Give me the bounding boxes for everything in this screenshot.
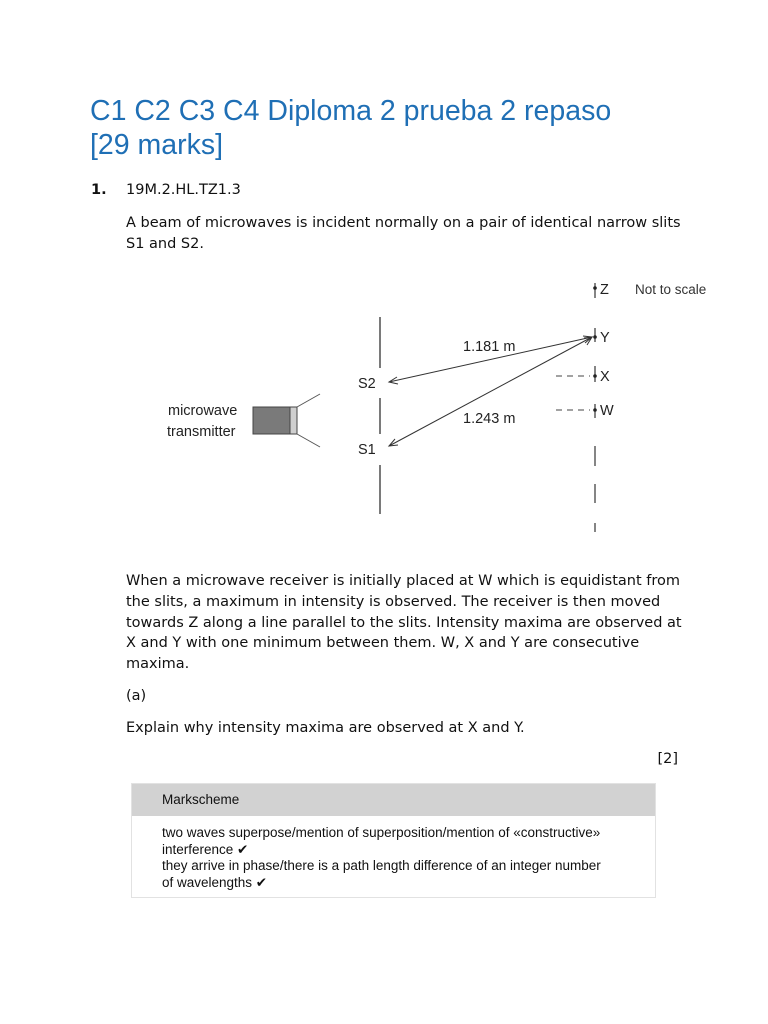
transmitter-horn bbox=[290, 407, 297, 434]
transmitter-body bbox=[253, 407, 292, 434]
point-z-label: Z bbox=[600, 282, 609, 298]
question-intro: A beam of microwaves is incident normally on a pair of identical narrow slits S1 and S2. bbox=[126, 215, 681, 252]
transmitter-label-1: microwave bbox=[168, 403, 238, 419]
marks-indicator: [2] bbox=[657, 751, 678, 767]
part-label: (a) bbox=[126, 688, 147, 704]
point-x-label: X bbox=[600, 369, 610, 385]
slit-diagram bbox=[0, 270, 768, 570]
point-w-marker bbox=[593, 408, 597, 412]
distance-s1-label: 1.243 m bbox=[463, 411, 516, 427]
arrowhead-s1 bbox=[389, 439, 398, 446]
markscheme-heading: Markscheme bbox=[132, 784, 655, 816]
markscheme-line-4: of wavelengths ✔ bbox=[162, 874, 268, 890]
transmitter-label-2: transmitter bbox=[167, 424, 236, 440]
slit-s2-label: S2 bbox=[358, 376, 376, 392]
distance-s2-label: 1.181 m bbox=[463, 339, 516, 355]
scale-note: Not to scale bbox=[635, 282, 707, 297]
question-description: When a microwave receiver is initially placed at W which is equidistant from the slits, a maximum in intensity is observed. The receiver is then moved towards Z along a line parallel to the slits. Intensity maxima are observed at X and Y with one minimum between them. W, X and Y are consecutive maxima. bbox=[126, 573, 682, 673]
markscheme-body bbox=[132, 816, 655, 891]
markscheme-line-3: they arrive in phase/there is a path length difference of an integer number bbox=[162, 858, 601, 873]
beam-edge-top bbox=[297, 394, 320, 407]
markscheme-box bbox=[131, 783, 656, 898]
title-line-2: [29 marks] bbox=[90, 129, 224, 161]
point-w-label: W bbox=[600, 403, 614, 419]
question-code: 19M.2.HL.TZ1.3 bbox=[126, 182, 241, 198]
beam-edge-bottom bbox=[297, 434, 320, 447]
part-prompt: Explain why intensity maxima are observed at X and Y. bbox=[126, 720, 525, 736]
point-y-label: Y bbox=[600, 330, 610, 346]
point-y-marker bbox=[593, 335, 597, 339]
markscheme-line-2: interference ✔ bbox=[162, 841, 249, 857]
markscheme-line-1: two waves superpose/mention of superposition/mention of «constructive» bbox=[162, 825, 601, 840]
question-number: 1. bbox=[91, 182, 107, 198]
slit-s1-label: S1 bbox=[358, 442, 376, 458]
point-z-marker bbox=[593, 286, 597, 290]
page-title bbox=[90, 94, 690, 162]
title-line-1: C1 C2 C3 C4 Diploma 2 prueba 2 repaso bbox=[90, 95, 612, 127]
point-x-marker bbox=[593, 374, 597, 378]
